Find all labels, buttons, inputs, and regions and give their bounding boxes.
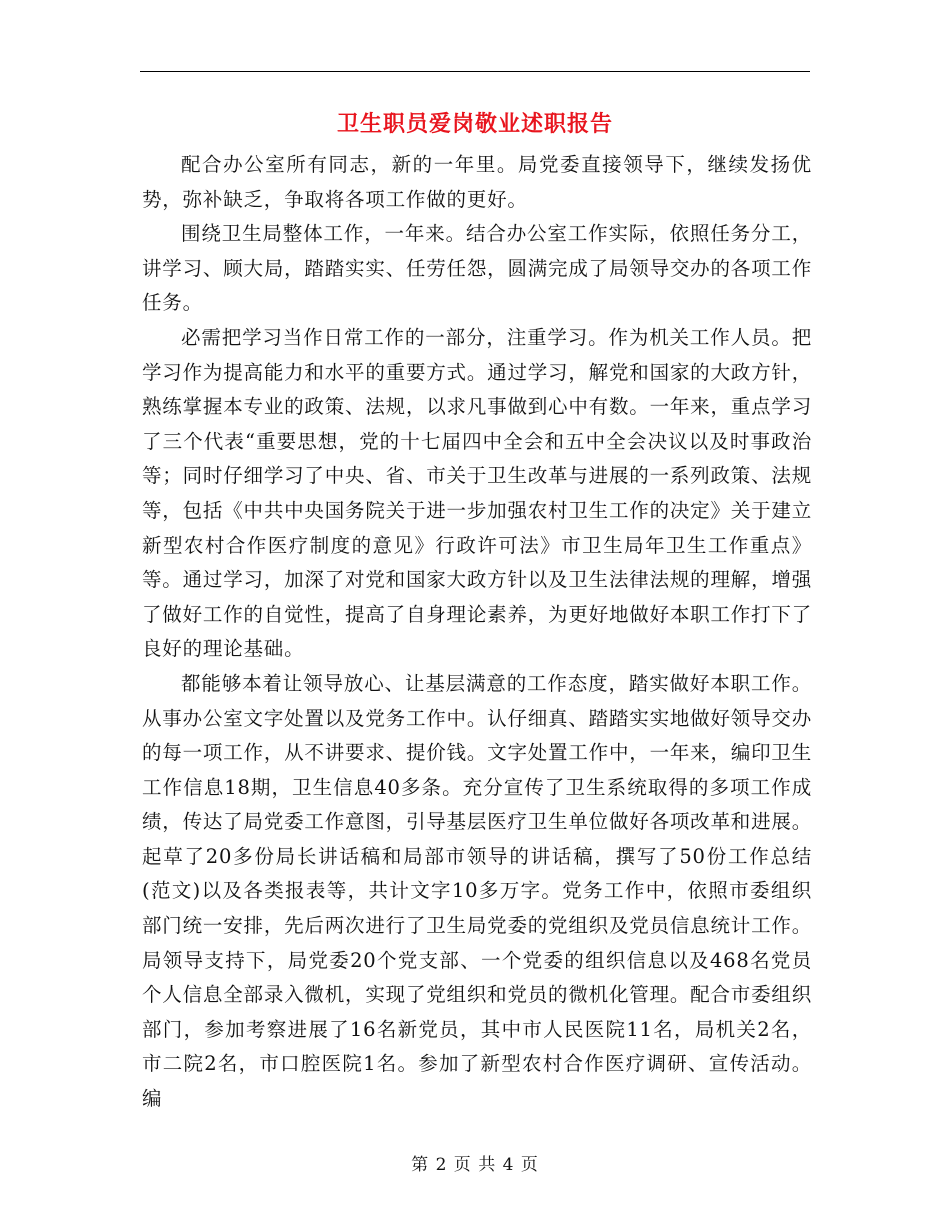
paragraph-3: 必需把学习当作日常工作的一部分，注重学习。作为机关工作人员。把学习作为提高能力和水平的重要方式。通过学习，解党和国家的大政方针，熟练掌握本专业的政策、法规，以求凡事做到心中有数。一年来，重点学习了三个代表“重要思想，党的十七届四中全会和五中全会决议以及时事政治等；同时仔细学习了中央、省、市关于卫生改革与进展的一系列政策、法规等，包括《中共中央国务院关于进一步加强农村卫生工作的决定》关于建立新型农村合作医疗制度的意见》行政许可法》市卫生局年卫生工作重点》等。通过学习，加深了对党和国家大政方针以及卫生法律法规的理解，增强了做好工作的自觉性，提高了自身理论素养，为更好地做好本职工作打下了良好的理论基础。 — [142, 325, 812, 661]
document-title: 卫生职员爱岗敬业述职报告 — [336, 111, 613, 137]
page-footer — [0, 1153, 950, 1177]
footer-mid: 页 共 — [453, 1155, 497, 1175]
document-body — [142, 148, 812, 1117]
header-rule — [140, 71, 810, 72]
footer-prefix: 第 — [411, 1155, 430, 1175]
footer-total-pages: 4 — [502, 1155, 515, 1175]
paragraph-2: 围绕卫生局整体工作，一年来。结合办公室工作实际，依照任务分工，讲学习、顾大局，踏踏实实、任劳任怨，圆满完成了局领导交办的各项工作任务。 — [142, 222, 812, 315]
paragraph-1: 配合办公室所有同志，新的一年里。局党委直接领导下，继续发扬优势，弥补缺乏，争取将各项工作做的更好。 — [142, 153, 812, 211]
footer-current-page: 2 — [435, 1155, 448, 1175]
footer-suffix: 页 — [520, 1155, 539, 1175]
paragraph-4: 都能够本着让领导放心、让基层满意的工作态度，踏实做好本职工作。从事办公室文字处置以及党务工作中。认仔细真、踏踏实实地做好领导交办的每一项工作，从不讲要求、提价钱。文字处置工作中，一年来，编印卫生工作信息18期，卫生信息40多条。充分宣传了卫生系统取得的多项工作成绩，传达了局党委工作意图，引导基层医疗卫生单位做好各项改革和进展。起草了20多份局长讲话稿和局部市领导的讲话稿，撰写了50份工作总结(范文)以及各类报表等，共计文字10多万字。党务工作中，依照市委组织部门统一安排，先后两次进行了卫生局党委的党组织及党员信息统计工作。局领导支持下，局党委20个党支部、一个党委的组织信息以及468名党员个人信息全部录入微机，实现了党组织和党员的微机化管理。配合市委组织部门，参加考察进展了16名新党员，其中市人民医院11名，局机关2名，市二院2名，市口腔医院1名。参加了新型农村合作医疗调研、宣传活动。编 — [142, 671, 812, 1111]
